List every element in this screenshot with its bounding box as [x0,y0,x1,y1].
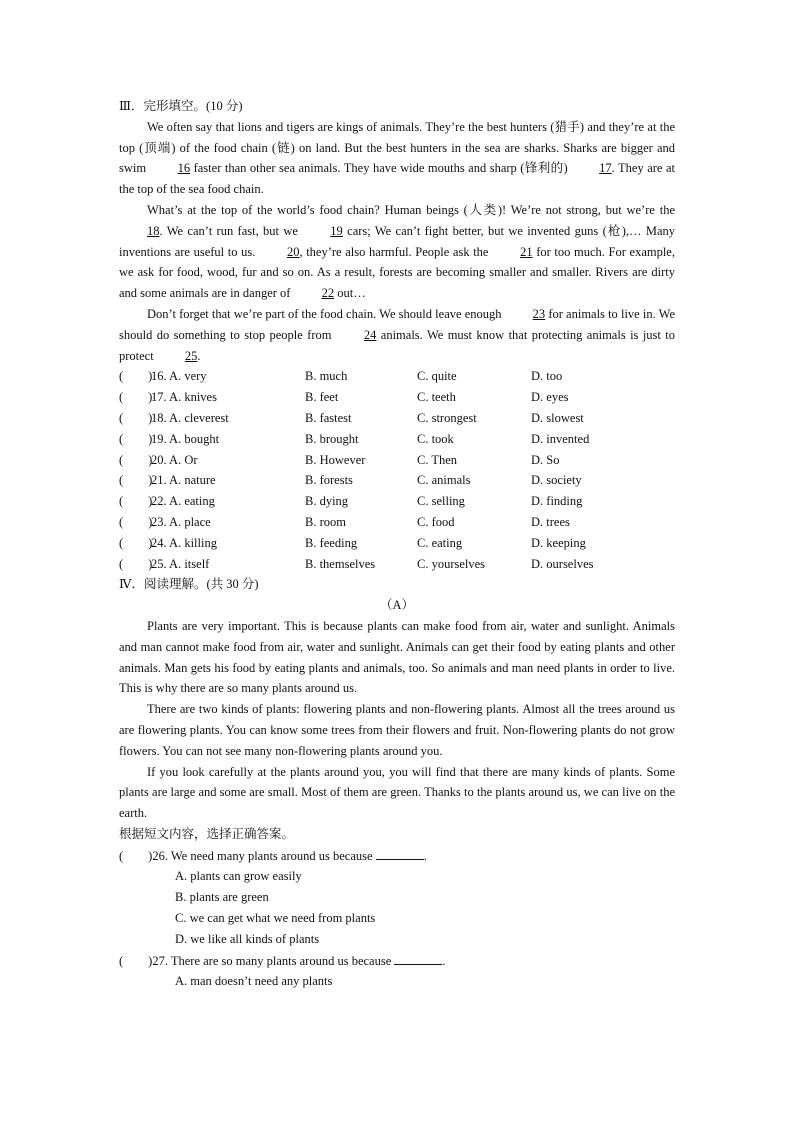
answer-paren[interactable]: ( ) [119,494,153,509]
blank-21[interactable]: 21 [520,244,533,259]
question-26: ( )26. We need many plants around us because . [119,845,675,867]
option-row: ( ) 23. A. place B. room C. food D. trees [119,512,675,533]
answer-paren[interactable]: ( ) [119,431,153,446]
blank-25[interactable]: 25 [184,348,198,363]
answer-paren[interactable]: ( ) [119,953,153,968]
blank-16[interactable]: 16 [177,161,191,176]
blank-19[interactable]: 19 [330,223,343,238]
answer-paren[interactable]: ( ) [119,452,153,467]
answer-paren[interactable]: ( ) [119,369,153,384]
cloze-paragraph-1: We often say that lions and tigers are kings of animals. They’re the best hunters (猎手) and they’re at the top (顶端) of the food chain (链) on land. But the best hunters in the sea are sharks. Sharks are bigger and swim 16 faster than other sea animals. They have wide mouths and sharp (锋利的) 17. They are at the top of the sea food chain. [119,119,675,197]
blank-24[interactable]: 24 [363,327,377,342]
answer-paren[interactable]: ( ) [119,473,153,488]
question-27: ( )27. There are so many plants around us because . [119,950,675,972]
blank-23[interactable]: 23 [532,306,546,321]
option-row: ( ) 24. A. killing B. feeding C. eating D. keeping [119,533,675,554]
blank-20[interactable]: 20 [286,244,300,259]
reading-paragraph-2: There are two kinds of plants: flowering plants and non-flowering plants. Almost all the trees around us are flowering plants. You can know some trees from their flowers and fruit. Non-flowering plants do not grow flowers. You can not see many non-flowering plants around you. [119,702,675,758]
answer-paren[interactable]: ( ) [119,514,153,529]
answer-blank[interactable] [394,950,442,965]
answer-paren[interactable]: ( ) [119,410,153,425]
option-row: ( ) 16. A. very B. much C. quite D. too [119,366,675,387]
option-row: ( ) 18. A. cleverest B. fastest C. strongest D. slowest [119,408,675,429]
answer-paren[interactable]: ( ) [119,535,153,550]
reading-paragraph-3: If you look carefully at the plants around you, you will find that there are many kinds of plants. Some plants are large and some are small. Most of them are green. Thanks to the plants around us, we can live on the earth. [119,764,675,821]
blank-18[interactable]: 18 [147,223,160,238]
choice-27-a[interactable]: A. man doesn’t need any plants [175,974,333,989]
cloze-paragraph-2: What’s at the top of the world’s food chain? Human beings (人类)! We’re not strong, but we’re the 18. We can’t run fast, but we 19 cars; We can’t fight better, but we invented guns (枪),… Many inventions are useful to us. 20, they’re also harmful. People ask the 21 for too much. For example, we ask for food, wood, fur and so on. As a result, forests are becoming smaller and smaller. Rivers are dirty and some animals are in danger of 22 out… [119,200,675,304]
cloze-paragraph-3: Don’t forget that we’re part of the food chain. We should leave enough 23 for animals to live in. We should do something to stop people from 24 animals. We must know that protecting animals is just to protect 25. [119,304,675,366]
answer-paren[interactable]: ( ) [119,848,153,863]
reading-section-title: Ⅳ．阅读理解。(共 30 分) [119,577,259,592]
option-row: ( ) 19. A. bought B. brought C. took D. invented [119,429,675,450]
option-row: ( ) 22. A. eating B. dying C. selling D. finding [119,491,675,512]
option-row: ( ) 21. A. nature B. forests C. animals D. society [119,470,675,491]
choice-26-c[interactable]: C. we can get what we need from plants [175,911,376,926]
answer-paren[interactable]: ( ) [119,556,153,571]
option-row: ( ) 17. A. knives B. feet C. teeth D. eyes [119,387,675,408]
answer-paren[interactable]: ( ) [119,390,153,405]
blank-22[interactable]: 22 [321,286,335,301]
cloze-options-list [119,366,675,574]
reading-paragraph-1: Plants are very important. This is because plants can make food from air, water and sunlight. Animals and man cannot make food from air, water and sunlight. Animals can get their food by eating plants and other animals. Man gets his food by eating plants and animals, too. So animals and man need plants in order to live. This is why there are so many plants around us. [119,618,675,696]
passage-label: （A） [379,598,415,613]
exam-page [119,96,675,992]
choice-26-b[interactable]: B. plants are green [175,890,269,905]
answer-blank[interactable] [376,845,424,860]
cloze-section-title: Ⅲ．完形填空。(10 分) [119,99,243,113]
option-row: ( ) 25. A. itself B. themselves C. yourselves D. ourselves [119,554,675,575]
choice-26-d[interactable]: D. we like all kinds of plants [175,931,320,946]
choice-26-a[interactable]: A. plants can grow easily [175,869,302,884]
blank-17[interactable]: 17 [599,161,612,176]
option-row: ( ) 20. A. Or B. However C. Then D. So [119,450,675,471]
reading-instruction: 根据短文内容，选择正确答案。 [119,826,295,841]
